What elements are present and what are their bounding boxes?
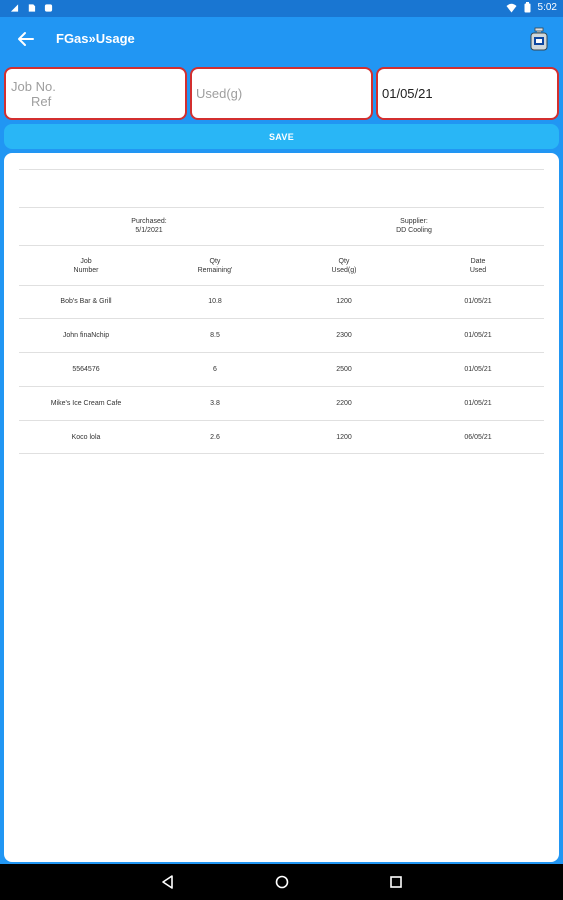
job-placeholder-line2: Ref bbox=[31, 94, 52, 109]
supplier-label: Supplier: bbox=[400, 218, 428, 225]
divider bbox=[19, 386, 544, 387]
row-date: 01/05/21 bbox=[464, 332, 492, 339]
header-qty-used bbox=[284, 257, 404, 275]
purchased-info bbox=[84, 217, 214, 235]
row-job: 5564576 bbox=[72, 366, 100, 373]
row-date: 01/05/21 bbox=[464, 298, 492, 305]
navigation-bar bbox=[0, 864, 563, 900]
header-line: Used(g) bbox=[331, 267, 357, 274]
date-input[interactable] bbox=[378, 69, 557, 118]
row-used: 2200 bbox=[336, 400, 352, 407]
date-field[interactable] bbox=[376, 67, 559, 120]
row-used: 2300 bbox=[336, 332, 352, 339]
used-field[interactable] bbox=[190, 67, 373, 120]
page-title: FGas»Usage bbox=[56, 31, 135, 46]
used-input[interactable] bbox=[192, 69, 371, 118]
divider bbox=[19, 169, 544, 170]
row-used: 1200 bbox=[336, 434, 352, 441]
job-placeholder-line1: Job No. bbox=[11, 79, 56, 94]
row-remaining: 3.8 bbox=[210, 400, 220, 407]
nav-recents-icon[interactable] bbox=[388, 874, 404, 890]
row-job: Bob's Bar & Grill bbox=[60, 298, 112, 305]
purchased-label: Purchased: bbox=[131, 218, 167, 225]
row-remaining: 10.8 bbox=[208, 298, 222, 305]
sim-icon bbox=[27, 3, 36, 13]
header-line: Qty bbox=[209, 258, 221, 265]
divider bbox=[19, 207, 544, 208]
arrow-left-icon[interactable] bbox=[14, 27, 38, 51]
header-line: Job bbox=[80, 258, 92, 265]
job-number-input[interactable] bbox=[6, 69, 185, 118]
signal-icon bbox=[10, 3, 19, 13]
nav-home-icon[interactable] bbox=[274, 874, 290, 890]
row-remaining: 2.6 bbox=[210, 434, 220, 441]
status-time: 5:02 bbox=[537, 2, 557, 13]
row-date: 01/05/21 bbox=[464, 366, 492, 373]
header-line: Remaining' bbox=[197, 267, 233, 274]
row-job: John finaNchip bbox=[62, 332, 110, 339]
header-qty-remaining bbox=[155, 257, 275, 275]
divider bbox=[19, 318, 544, 319]
header-line: Date bbox=[470, 258, 486, 265]
content-area bbox=[0, 61, 563, 864]
cylinder-icon[interactable] bbox=[527, 27, 551, 51]
app-bar bbox=[0, 17, 563, 61]
status-bar bbox=[0, 0, 563, 17]
supplier-value: DD Cooling bbox=[396, 227, 432, 234]
divider bbox=[19, 352, 544, 353]
divider bbox=[19, 245, 544, 246]
row-date: 01/05/21 bbox=[464, 400, 492, 407]
wifi-icon bbox=[506, 3, 517, 13]
header-line: Qty bbox=[338, 258, 350, 265]
row-date: 06/05/21 bbox=[464, 434, 492, 441]
nav-back-icon[interactable] bbox=[160, 874, 176, 890]
supplier-info bbox=[349, 217, 479, 235]
header-job-number bbox=[26, 257, 146, 275]
status-bar-right bbox=[506, 2, 557, 13]
purchased-value: 5/1/2021 bbox=[135, 227, 163, 234]
usage-card bbox=[4, 153, 559, 862]
status-bar-left bbox=[10, 3, 53, 13]
row-used: 2500 bbox=[336, 366, 352, 373]
header-line: Used bbox=[469, 267, 487, 274]
divider bbox=[19, 420, 544, 421]
row-job: Koco lola bbox=[71, 434, 101, 441]
save-button[interactable]: SAVE bbox=[4, 124, 559, 149]
row-remaining: 8.5 bbox=[210, 332, 220, 339]
row-remaining: 6 bbox=[213, 366, 217, 373]
header-line: Number bbox=[73, 267, 99, 274]
row-job: Mike's Ice Cream Cafe bbox=[50, 400, 122, 407]
job-number-field[interactable] bbox=[4, 67, 187, 120]
notification-icon bbox=[44, 3, 53, 13]
divider bbox=[19, 453, 544, 454]
header-date-used bbox=[418, 257, 538, 275]
row-used: 1200 bbox=[336, 298, 352, 305]
divider bbox=[19, 285, 544, 286]
battery-icon bbox=[524, 2, 531, 13]
